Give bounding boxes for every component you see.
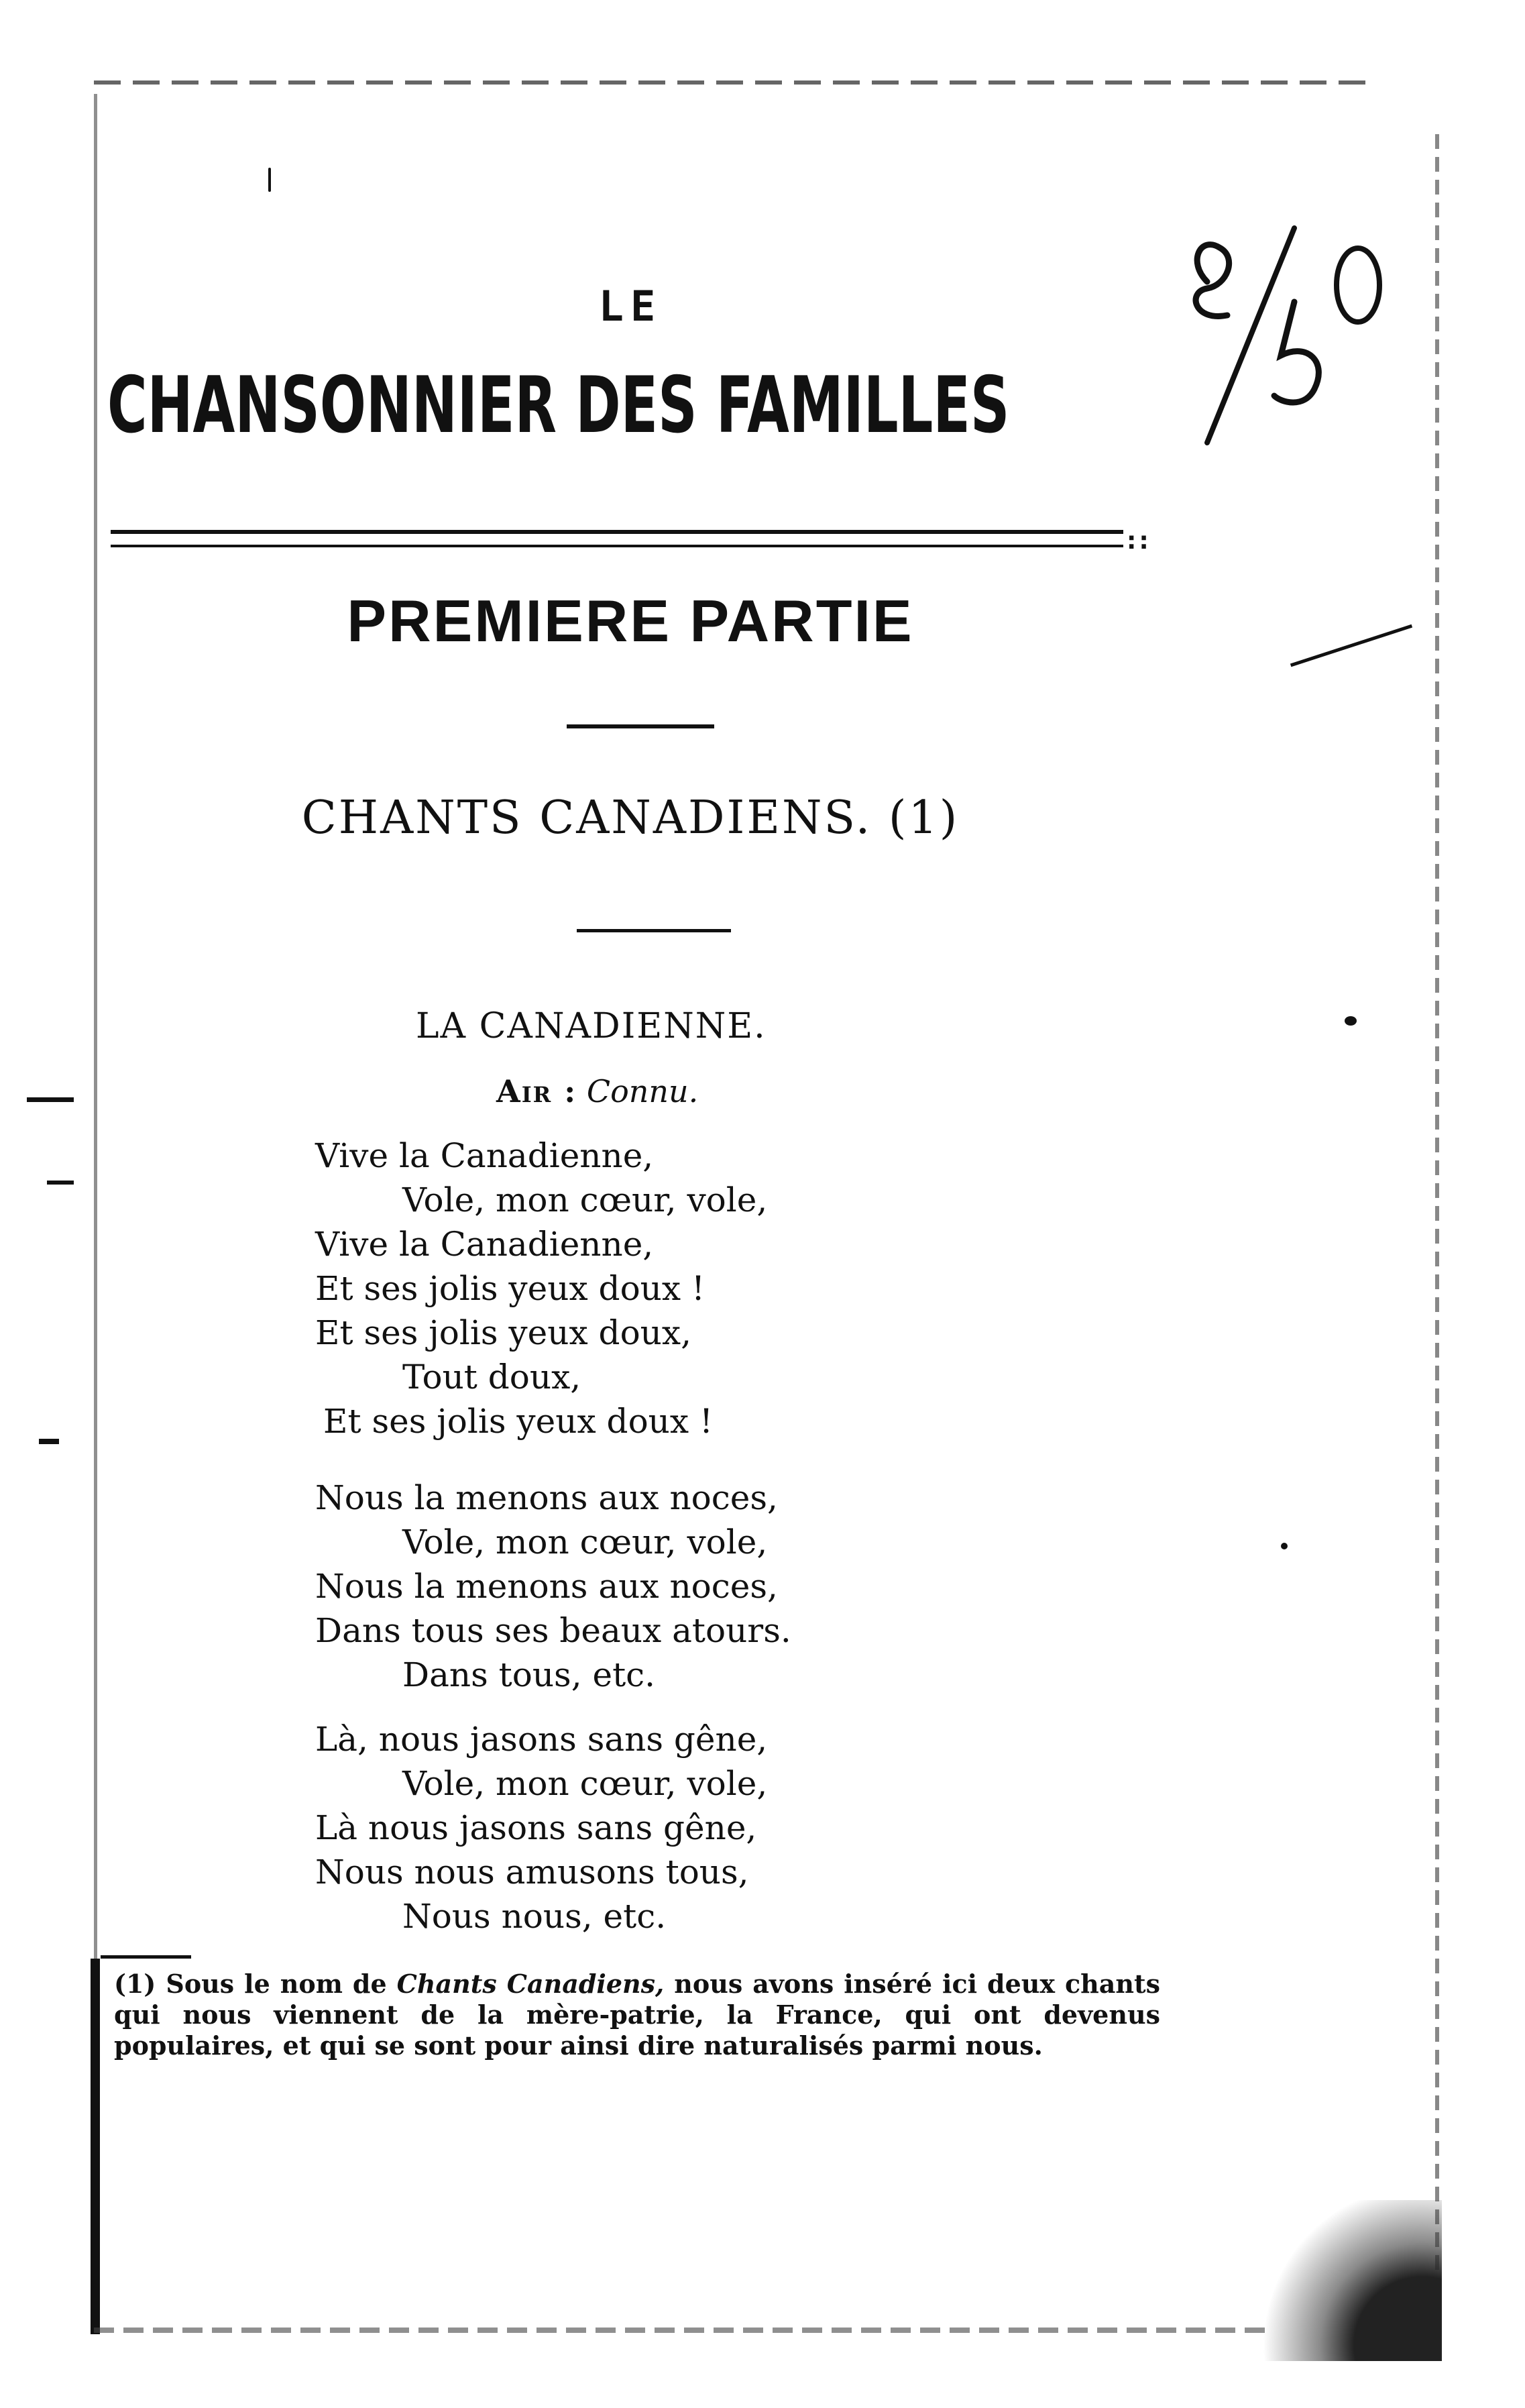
ink-speck xyxy=(1281,1543,1288,1549)
page-border-right xyxy=(1435,134,1439,2281)
footnote-marker: (1) xyxy=(114,1969,156,1999)
ink-speck xyxy=(1345,1016,1357,1026)
verse-line: Et ses jolis yeux doux ! xyxy=(323,1402,714,1441)
verse-line: Nous la menons aux noces, xyxy=(315,1478,778,1517)
section-title: CHANTS CANADIENS. (1) xyxy=(301,791,960,844)
stanza xyxy=(315,1134,1187,1443)
footnote-text-after: nous avons inséré ici deux chants qui nous viennent de la mère-patrie, la France, qui ont devenus populaires, et qui se sont pour ainsi dire naturalisés parmi nous. xyxy=(114,1969,1161,2061)
verse-line: Dans tous ses beaux atours. xyxy=(315,1611,791,1650)
footnote-text-before: Sous le nom de xyxy=(166,1969,387,1999)
air-label: Air : xyxy=(496,1073,577,1109)
verse-line: Et ses jolis yeux doux ! xyxy=(315,1269,705,1308)
verse-line: Là, nous jasons sans gêne, xyxy=(315,1720,768,1759)
footnote-emphasis: Chants Canadiens, xyxy=(396,1969,665,1999)
verse-line: Tout doux, xyxy=(402,1358,581,1397)
title-article: LE xyxy=(598,282,663,331)
margin-mark xyxy=(39,1439,59,1444)
verse-line: Là nous jasons sans gêne, xyxy=(315,1808,757,1847)
stanza xyxy=(315,1717,1187,1938)
part-title: PREMIERE PARTIE xyxy=(347,588,914,654)
margin-mark xyxy=(47,1181,74,1185)
rule-mark: :: xyxy=(1127,527,1151,555)
stanza xyxy=(315,1476,1187,1697)
margin-mark xyxy=(27,1097,74,1102)
title-double-rule xyxy=(111,530,1123,547)
verse-line: Dans tous, etc. xyxy=(402,1655,656,1694)
verse-line: Vole, mon cœur, vole, xyxy=(402,1523,768,1562)
verse-line: Vive la Canadienne, xyxy=(315,1225,654,1264)
page-border-bottom xyxy=(94,2328,1274,2333)
handwritten-annotation xyxy=(1180,221,1402,483)
section-divider xyxy=(577,929,731,932)
verse-line: Vole, mon cœur, vole, xyxy=(402,1764,768,1803)
verse-line: Nous nous, etc. xyxy=(402,1897,667,1936)
book-title: CHANSONNIER DES FAMILLES xyxy=(107,360,1010,451)
footnote xyxy=(114,1969,1160,2061)
corner-stain xyxy=(1247,2200,1442,2361)
verse-line: Vole, mon cœur, vole, xyxy=(402,1181,768,1219)
page-border-left xyxy=(94,94,97,1959)
margin-mark xyxy=(1290,624,1412,667)
page-border-left-dark xyxy=(91,1959,100,2334)
verse-line: Et ses jolis yeux doux, xyxy=(315,1313,691,1352)
page-border-top xyxy=(94,80,1368,85)
air-value: Connu. xyxy=(586,1073,699,1109)
footnote-rule xyxy=(101,1955,191,1959)
ink-speck xyxy=(268,168,271,192)
verse-line: Nous la menons aux noces, xyxy=(315,1567,778,1606)
verse-line: Vive la Canadienne, xyxy=(315,1136,654,1175)
section-divider xyxy=(567,724,714,728)
song-air xyxy=(496,1073,698,1109)
verse-line: Nous nous amusons tous, xyxy=(315,1853,749,1892)
song-title: LA CANADIENNE. xyxy=(416,1006,767,1046)
